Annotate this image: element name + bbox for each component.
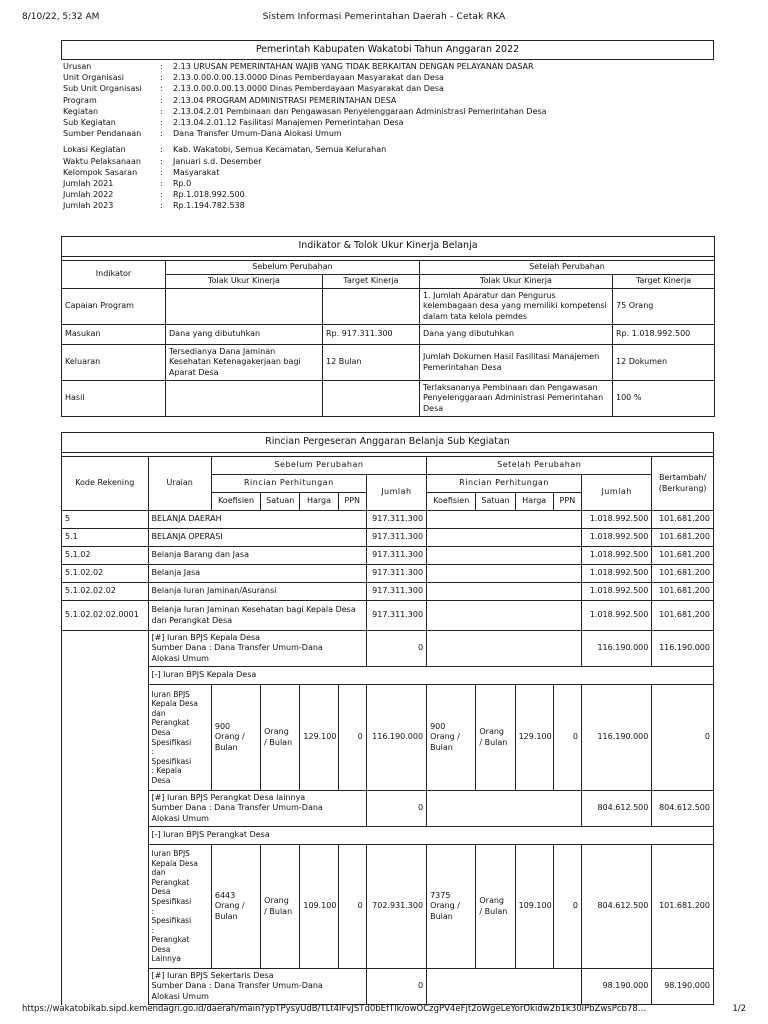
ppn-sebelum: 0	[338, 845, 366, 969]
meta-row	[63, 178, 713, 189]
target-setelah: 12 Dokumen	[613, 345, 715, 381]
jumlah-sebelum: 0	[366, 791, 426, 827]
meta-value: 2.13.0.00.0.00.13.0000 Dinas Pemberdayaan Masyarakat dan Desa	[173, 73, 444, 83]
jumlah-sebelum: 917.311.300	[366, 529, 426, 547]
meta-row	[63, 83, 713, 94]
rincian-section-title: Rincian Pergeseran Anggaran Belanja Sub Kegiatan	[62, 433, 714, 453]
uraian: Belanja Barang dan Jasa	[148, 547, 366, 565]
jumlah-sebelum: 917.311.300	[366, 601, 426, 631]
kode-rekening: 5.1.02.02	[62, 565, 149, 583]
kode-rekening: 5.1	[62, 529, 149, 547]
meta-key: Kegiatan	[63, 106, 99, 116]
col-jumlah-setelah: Jumlah	[581, 475, 651, 511]
koefisien-sebelum: 6443 Orang / Bulan	[211, 845, 260, 969]
col-rincian-setelah: Rincian Perhitungan	[427, 475, 582, 493]
harga-sebelum: 109.100	[300, 845, 338, 969]
satuan-sebelum: Orang / Bulan	[261, 845, 300, 969]
indikator-table	[61, 236, 715, 417]
tolok-setelah: Dana yang dibutuhkan	[420, 325, 613, 345]
empty-cell	[427, 511, 582, 529]
meta-sep: :	[160, 84, 163, 94]
uraian: BELANJA OPERASI	[148, 529, 366, 547]
jumlah-sebelum: 917.311.300	[366, 511, 426, 529]
meta-value: 2.13.04 PROGRAM ADMINISTRASI PEMERINTAHAN DESA	[173, 95, 397, 105]
jumlah-sebelum: 702.931.300	[366, 845, 426, 969]
jumlah-setelah: 1.018.992.500	[581, 565, 651, 583]
col-koefisien: Koefisien	[427, 493, 476, 511]
meta-value: Rp.1.018.992.500	[173, 190, 245, 200]
meta-key: Jumlah 2021	[63, 178, 114, 188]
jumlah-setelah: 1.018.992.500	[581, 511, 651, 529]
tolok-setelah: Jumlah Dokumen Hasil Fasilitasi Manajemen Pemerintahan Desa	[420, 345, 613, 381]
item-row	[62, 845, 714, 969]
empty-cell	[427, 601, 582, 631]
harga-sebelum: 129.100	[300, 685, 338, 791]
rincian-table	[61, 432, 714, 1005]
meta-row	[63, 128, 713, 139]
empty-cell	[62, 667, 149, 685]
bertambah: 98.190.000	[652, 969, 714, 1005]
bertambah: 101.681.200	[652, 547, 714, 565]
table-row	[62, 547, 714, 565]
empty-cell	[427, 969, 582, 1005]
jumlah-setelah: 804.612.500	[581, 845, 651, 969]
target-sebelum	[323, 381, 420, 417]
target-setelah: 75 Orang	[613, 289, 715, 325]
item-uraian: Iuran BPJS Kepala Desa dan Perangkat Desa Spesifikasi : Spesifikasi : Kepala Desa	[148, 685, 211, 791]
jumlah-sebelum: 0	[366, 631, 426, 667]
indikator-row	[62, 325, 715, 345]
col-jumlah-sebelum: Jumlah	[366, 475, 426, 511]
meta-sep: :	[160, 167, 163, 177]
meta-value: Dana Transfer Umum-Dana Alokasi Umum	[173, 129, 342, 139]
target-setelah: 100 %	[613, 381, 715, 417]
group-row	[62, 631, 714, 667]
target-sebelum: 12 Bulan	[323, 345, 420, 381]
meta-row	[63, 156, 713, 167]
meta-info	[63, 61, 713, 211]
bertambah: 101.681.200	[652, 601, 714, 631]
meta-value: 2.13.04.2.01 Pembinaan dan Pengawasan Penyelenggaraan Administrasi Pemerintahan Desa	[173, 106, 547, 116]
jumlah-setelah: 1.018.992.500	[581, 529, 651, 547]
group-title: [#] Iuran BPJS Sekertaris Desa Sumber Dana : Dana Transfer Umum-Dana Alokasi Umum	[148, 969, 366, 1005]
uraian: Belanja Iuran Jaminan/Asuransi	[148, 583, 366, 601]
meta-key: Program	[63, 95, 97, 105]
kode-rekening: 5.1.02.02.02	[62, 583, 149, 601]
group-title: [#] Iuran BPJS Perangkat Desa lainnya Sumber Dana : Dana Transfer Umum-Dana Alokasi Umum	[148, 791, 366, 827]
item-uraian: Iuran BPJS Kepala Desa dan Perangkat Desa Spesifikasi : Spesifikasi : Perangkat Desa Lainnya	[148, 845, 211, 969]
satuan-setelah: Orang / Bulan	[476, 685, 515, 791]
empty-cell	[62, 845, 149, 969]
col-tolok-sebelum: Tolak Ukur Kinerja	[166, 275, 323, 289]
ppn-setelah: 0	[553, 685, 581, 791]
jumlah-setelah: 116.190.000	[581, 685, 651, 791]
col-satuan: Satuan	[261, 493, 300, 511]
empty-cell	[62, 827, 149, 845]
indikator-row	[62, 345, 715, 381]
jumlah-setelah: 1.018.992.500	[581, 601, 651, 631]
ppn-setelah: 0	[553, 845, 581, 969]
meta-sep: :	[160, 73, 163, 83]
table-row	[62, 565, 714, 583]
jumlah-setelah: 116.190.000	[581, 631, 651, 667]
meta-row	[63, 189, 713, 200]
col-ppn: PPN	[553, 493, 581, 511]
bertambah: 101.681.200	[652, 511, 714, 529]
subgroup-row	[62, 667, 714, 685]
meta-sep: :	[160, 201, 163, 211]
document-title: Pemerintah Kabupaten Wakatobi Tahun Anggaran 2022	[61, 40, 714, 60]
col-bertambah: Bertambah/ (Berkurang)	[652, 457, 714, 511]
bertambah: 0	[652, 685, 714, 791]
uraian: Belanja Iuran Jaminan Kesehatan bagi Kepala Desa dan Perangkat Desa	[148, 601, 366, 631]
item-row	[62, 685, 714, 791]
jumlah-setelah: 98.190.000	[581, 969, 651, 1005]
harga-setelah: 129.100	[515, 685, 553, 791]
target-sebelum: Rp. 917.311.300	[323, 325, 420, 345]
bertambah: 101.681.200	[652, 583, 714, 601]
indikator-name: Capaian Program	[62, 289, 166, 325]
meta-row	[63, 167, 713, 178]
table-row	[62, 583, 714, 601]
meta-row	[63, 95, 713, 106]
meta-key: Waktu Pelaksanaan	[63, 156, 141, 166]
meta-sep: :	[160, 190, 163, 200]
jumlah-setelah: 804.612.500	[581, 791, 651, 827]
empty-cell	[427, 565, 582, 583]
meta-key: Jumlah 2022	[63, 190, 114, 200]
meta-sep: :	[160, 106, 163, 116]
col-uraian: Uraian	[148, 457, 211, 511]
jumlah-sebelum: 917.311.300	[366, 565, 426, 583]
kode-rekening: 5	[62, 511, 149, 529]
meta-value: 2.13.0.00.0.00.13.0000 Dinas Pemberdayaan Masyarakat dan Desa	[173, 84, 444, 94]
meta-key: Lokasi Kegiatan	[63, 145, 126, 155]
empty-cell	[427, 791, 582, 827]
meta-key: Sub Unit Organisasi	[63, 84, 142, 94]
col-ppn: PPN	[338, 493, 366, 511]
koefisien-setelah: 900 Orang / Bulan	[427, 685, 476, 791]
empty-cell	[62, 631, 149, 667]
meta-key: Sub Kegiatan	[63, 117, 116, 127]
jumlah-setelah: 1.018.992.500	[581, 547, 651, 565]
col-rincian-sebelum: Rincian Perhitungan	[211, 475, 366, 493]
uraian: Belanja Jasa	[148, 565, 366, 583]
meta-sep: :	[160, 178, 163, 188]
indikator-name: Hasil	[62, 381, 166, 417]
indikator-name: Masukan	[62, 325, 166, 345]
meta-sep: :	[160, 95, 163, 105]
col-indikator: Indikator	[62, 261, 166, 289]
meta-row	[63, 200, 713, 211]
print-header	[22, 12, 746, 24]
indikator-name: Keluaran	[62, 345, 166, 381]
col-tolok-setelah: Tolak Ukur Kinerja	[420, 275, 613, 289]
tolok-sebelum	[166, 381, 323, 417]
empty-cell	[427, 547, 582, 565]
col-target-sebelum: Target Kinerja	[323, 275, 420, 289]
jumlah-setelah: 1.018.992.500	[581, 583, 651, 601]
meta-value: Masyarakat	[173, 167, 220, 177]
meta-value: Rp.0	[173, 178, 192, 188]
col-target-setelah: Target Kinerja	[613, 275, 715, 289]
col-sebelum-perubahan: Sebelum Perubahan	[211, 457, 426, 475]
indikator-row	[62, 381, 715, 417]
meta-sep: :	[160, 117, 163, 127]
col-kode-rekening: Kode Rekening	[62, 457, 149, 511]
meta-key: Unit Organisasi	[63, 73, 125, 83]
tolok-sebelum: Tersedianya Dana Jaminan Kesehatan Ketenagakerjaan bagi Aparat Desa	[166, 345, 323, 381]
print-title: Sistem Informasi Pemerintahan Daerah - Cetak RKA	[262, 12, 506, 22]
empty-cell	[427, 631, 582, 667]
subgroup-title: [-] Iuran BPJS Kepala Desa	[148, 667, 714, 685]
meta-row	[63, 117, 713, 128]
meta-value: Rp.1.194.782.538	[173, 201, 245, 211]
col-sebelum: Sebelum Perubahan	[166, 261, 420, 275]
bertambah: 101.681.200	[652, 529, 714, 547]
col-harga: Harga	[300, 493, 338, 511]
col-harga: Harga	[515, 493, 553, 511]
empty-cell	[427, 529, 582, 547]
meta-sep: :	[160, 62, 163, 71]
indikator-row	[62, 289, 715, 325]
col-setelah: Setelah Perubahan	[420, 261, 715, 275]
bertambah: 101.681.200	[652, 845, 714, 969]
col-setelah-perubahan: Setelah Perubahan	[427, 457, 652, 475]
meta-row	[63, 106, 713, 117]
print-footer	[22, 1004, 746, 1016]
meta-key: Jumlah 2023	[63, 201, 114, 211]
bertambah: 804.612.500	[652, 791, 714, 827]
empty-cell	[62, 969, 149, 1005]
tolok-setelah: 1. Jumlah Aparatur dan Pengurus kelembagaan desa yang memiliki kompetensi dalam tata kelola pemdes	[420, 289, 613, 325]
indikator-section-title: Indikator & Tolok Ukur Kinerja Belanja	[62, 237, 715, 257]
meta-key: Kelompok Sasaran	[63, 167, 138, 177]
meta-sep: :	[160, 129, 163, 139]
target-sebelum	[323, 289, 420, 325]
meta-value: Kab. Wakatobi, Semua Kecamatan, Semua Kelurahan	[173, 145, 387, 155]
jumlah-sebelum: 0	[366, 969, 426, 1005]
meta-key: Sumber Pendanaan	[63, 129, 142, 139]
jumlah-sebelum: 917.311.300	[366, 547, 426, 565]
tolok-setelah: Terlaksananya Pembinaan dan Pengawasan Penyelenggaraan Administrasi Pemerintahan Desa	[420, 381, 613, 417]
table-row	[62, 511, 714, 529]
meta-value: Januari s.d. Desember	[173, 156, 262, 166]
satuan-setelah: Orang / Bulan	[476, 845, 515, 969]
empty-cell	[62, 685, 149, 791]
tolok-sebelum: Dana yang dibutuhkan	[166, 325, 323, 345]
meta-row	[63, 72, 713, 83]
satuan-sebelum: Orang / Bulan	[261, 685, 300, 791]
group-title: [#] Iuran BPJS Kepala Desa Sumber Dana : Dana Transfer Umum-Dana Alokasi Umum	[148, 631, 366, 667]
print-datetime: 8/10/22, 5:32 AM	[22, 12, 100, 22]
col-satuan: Satuan	[476, 493, 515, 511]
empty-cell	[427, 583, 582, 601]
subgroup-title: [-] Iuran BPJS Perangkat Desa	[148, 827, 714, 845]
footer-url[interactable]: https://wakatobikab.sipd.kemendagri.go.id/daerah/main?ypTPysyUdB/TLt4lFvJSTd0bEfTlk/owOCzgPV4eFjt2oWgeLeYorOkidw2b1k30lPbZwsPcb78…	[22, 1004, 647, 1014]
target-setelah: Rp. 1.018.992.500	[613, 325, 715, 345]
meta-row	[63, 61, 713, 72]
jumlah-sebelum: 917.311.300	[366, 583, 426, 601]
jumlah-sebelum: 116.190.000	[366, 685, 426, 791]
kode-rekening: 5.1.02.02.02.0001	[62, 601, 149, 631]
koefisien-setelah: 7375 Orang / Bulan	[427, 845, 476, 969]
meta-sep: :	[160, 156, 163, 166]
table-row	[62, 601, 714, 631]
meta-row	[63, 144, 713, 155]
bertambah: 116.190.000	[652, 631, 714, 667]
ppn-sebelum: 0	[338, 685, 366, 791]
table-row	[62, 529, 714, 547]
subgroup-row	[62, 827, 714, 845]
empty-cell	[62, 791, 149, 827]
koefisien-sebelum: 900 Orang / Bulan	[211, 685, 260, 791]
tolok-sebelum	[166, 289, 323, 325]
group-row	[62, 791, 714, 827]
page-number: 1/2	[732, 1004, 746, 1014]
group-row	[62, 969, 714, 1005]
meta-sep: :	[160, 145, 163, 155]
uraian: BELANJA DAERAH	[148, 511, 366, 529]
meta-key: Urusan	[63, 62, 92, 71]
bertambah: 101.681.200	[652, 565, 714, 583]
meta-value: 2.13.04.2.01.12 Fasilitasi Manajemen Pemerintahan Desa	[173, 117, 404, 127]
harga-setelah: 109.100	[515, 845, 553, 969]
col-koefisien: Koefisien	[211, 493, 260, 511]
meta-value: 2.13 URUSAN PEMERINTAHAN WAJIB YANG TIDAK BERKAITAN DENGAN PELAYANAN DASAR	[173, 62, 534, 71]
kode-rekening: 5.1.02	[62, 547, 149, 565]
